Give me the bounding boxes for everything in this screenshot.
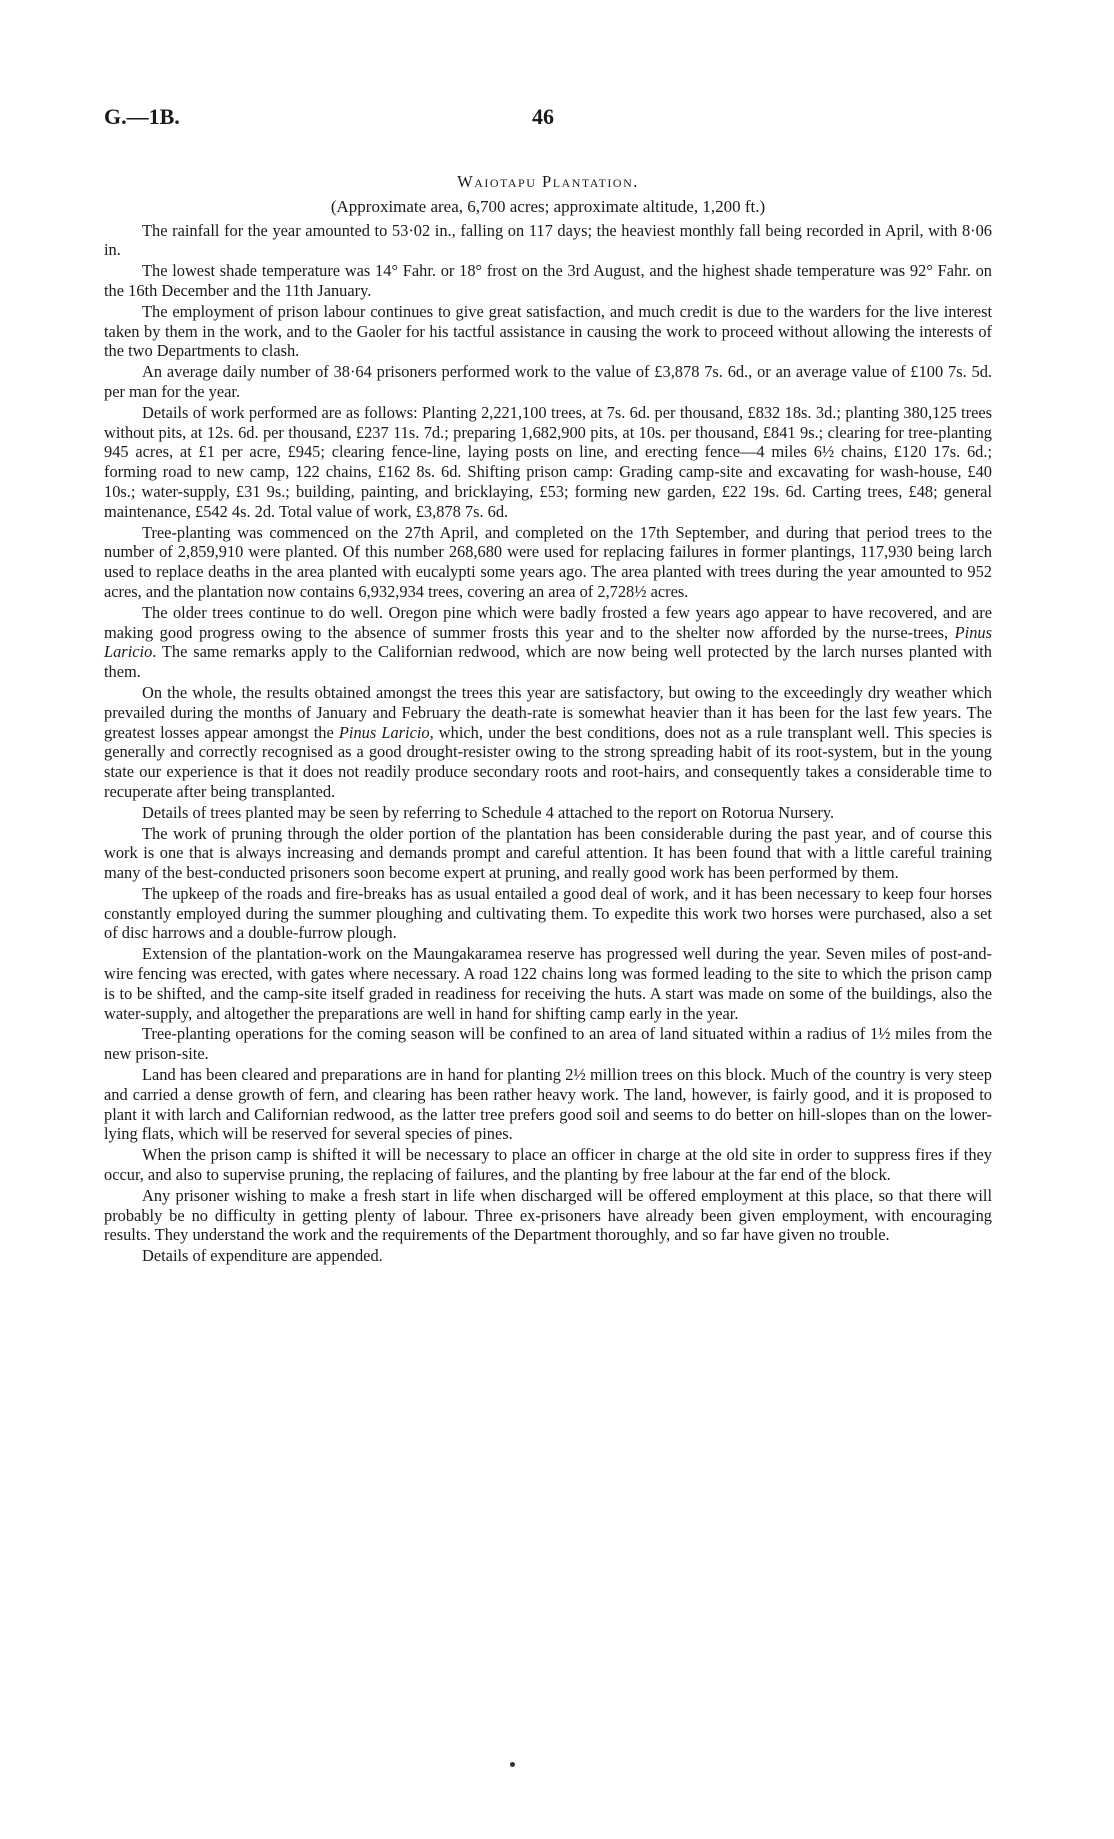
paragraph-expenditure: Details of expenditure are appended. (142, 1246, 383, 1266)
paragraph-temperature: The lowest shade temperature was 14° Fahr. or 18° frost on the 3rd August, and the highest shade temperature was 92° Fahr. on the 16th December and the 11th January. (104, 261, 992, 300)
section-title: Waiotapu Plantation. (457, 172, 639, 191)
paragraph-rainfall: The rainfall for the year amounted to 53·02 in., falling on 117 days; the heaviest monthly fall being recorded in April, with 8·06 in. (104, 220, 992, 260)
page-number: 46 (532, 104, 554, 129)
paragraph-roads: The upkeep of the roads and fire-breaks has as usual entailed a good deal of work, and it has been necessary to keep four horses constantly employed during the summer ploughing and cultivating them. To expedite this work two horses were purchased, also a set of disc harrows and a double-furrow plough. (104, 883, 992, 943)
paragraph-camp-shift: When the prison camp is shifted it will be necessary to place an officer in charge at the old site in order to suppress fires if they occur, and also to supervise pruning, the replacing of failures, and the planting by free labour at the far end of the block. (104, 1145, 992, 1185)
paragraph-work-details: Details of work performed are as follows: Planting 2,221,100 trees, at 7s. 6d. per thousand, £832 18s. 3d.; planting 380,125 trees without pits, at 12s. 6d. per thousand, £237 11s. 7d.; preparing 1,682,900 pits, at 10s. per thousand, £841 9s.; clearing for tree-planting 945 acres, at £1 per acre, £945; clearing fence-line, laying posts on line, and erecting fence—4 miles 6½ chains, £120 17s. 6d.; forming road to new camp, 122 chains, £162 8s. 6d. Shifting prison camp: Grading camp-site and excavating for wash-house, £40 10s.; water-supply, £31 9s.; building, painting, and bricklaying, £53; forming new garden, £22 19s. 6d. Carting trees, £48; general maintenance, £542 4s. 2d. Total value of work, £3,878 7s. 6d. (104, 402, 992, 521)
paragraph-prison-labour: The employment of prison labour continues to give great satisfaction, and much credit is due to the warders for the live interest taken by them in the work, and to the Gaoler for his tactful assistance in causing the work to proceed without allowing the interests of the two Departments to clash. (104, 301, 992, 361)
paragraph-older-trees: The older trees continue to do well. Oregon pine which were badly frosted a few years ago appear to have recovered, and are making good progress owing to the absence of summer frosts this year and to the shelter now afforded by the nurse-trees, Pinus Laricio. The same remarks apply to the Californian redwood, which are now being well protected by the larch nurses planted with them. (104, 602, 992, 682)
paragraph-results: On the whole, the results obtained amongst the trees this year are satisfactory, but owing to the exceedingly dry weather which prevailed during the months of January and February the death-rate is somewhat heavier than it has been for the last few years. The greatest losses appear amongst the Pinus Laricio, which, under the best conditions, does not as a rule transplant well. This species is generally and correctly recognised as a good drought-resister owing to the strong spreading habit of its root-system, but in the young state our experience is that it does not readily produce secondary roots and root-hairs, and consequently takes a considerable time to recuperate after being transplanted. (104, 682, 993, 801)
page-mark (510, 1762, 515, 1767)
paragraph-pruning: The work of pruning through the older portion of the plantation has been considerable during the past year, and of course this work is one that is always increasing and demands prompt and careful attention. It has been found that with a little careful training many of the best-conducted prisoners soon become expert at pruning, and really good work has been performed by them. (104, 823, 992, 883)
species-name: Pinus Laricio (338, 722, 430, 742)
paragraph-schedule-reference: Details of trees planted may be seen by referring to Schedule 4 attached to the report on Rotorua Nursery. (142, 802, 835, 822)
paragraph-land-cleared: Land has been cleared and preparations are in hand for planting 2½ million trees on this block. Much of the country is very steep and carried a dense growth of fern, and clearing has been rather heavy work. The land, however, is fairly good, and it is proposed to plant it with larch and Californian redwood, as the latter tree prefers good soil and seems to do better on hill-slopes than on the lower-lying flats, which will be reserved for several species of pines. (104, 1065, 992, 1144)
paragraph-coming-season: Tree-planting operations for the coming season will be confined to an area of land situated within a radius of 1½ miles from the new prison-site. (104, 1024, 992, 1064)
section-subtitle: (Approximate area, 6,700 acres; approximate altitude, 1,200 ft.) (330, 196, 766, 216)
paragraph-average-prisoners: An average daily number of 38·64 prisoners performed work to the value of £3,878 7s. 6d., or an average value of £100 7s. 5d. per man for the year. (104, 362, 992, 401)
page-header (104, 104, 1004, 134)
paragraph-tree-planting: Tree-planting was commenced on the 27th April, and completed on the 17th September, and during that period trees to the number of 2,859,910 were planted. Of this number 268,680 were used for replacing failures in former plantings, 117,930 being larch used to replace deaths in the area planted with eucalypti some years ago. The area planted with trees during the year amounted to 952 acres, and the plantation now contains 6,932,934 trees, covering an area of 2,728½ acres. (104, 522, 992, 601)
report-body (104, 172, 992, 1267)
paragraph-employment: Any prisoner wishing to make a fresh start in life when discharged will be offered employment at this place, so that there will probably be no difficulty in getting plenty of labour. Three ex-prisoners have already been given employment, with encouraging results. They understand the work and the requirements of the Department thoroughly, and so far have given no trouble. (104, 1185, 992, 1245)
paragraph-extension: Extension of the plantation-work on the Maungakaramea reserve has progressed well during the year. Seven miles of post-and-wire fencing was erected, with gates where necessary. A road 122 chains long was formed leading to the site to which the prison camp is to be shifted, and the camp-site itself graded in readiness for receiving the huts. A start was made on some of the buildings, also the water-supply, and altogether the preparations are well in hand for shifting camp early in the year. (104, 944, 992, 1023)
document-reference: G.—1B. (104, 104, 180, 129)
species-name: Pinus Laricio (104, 622, 992, 662)
